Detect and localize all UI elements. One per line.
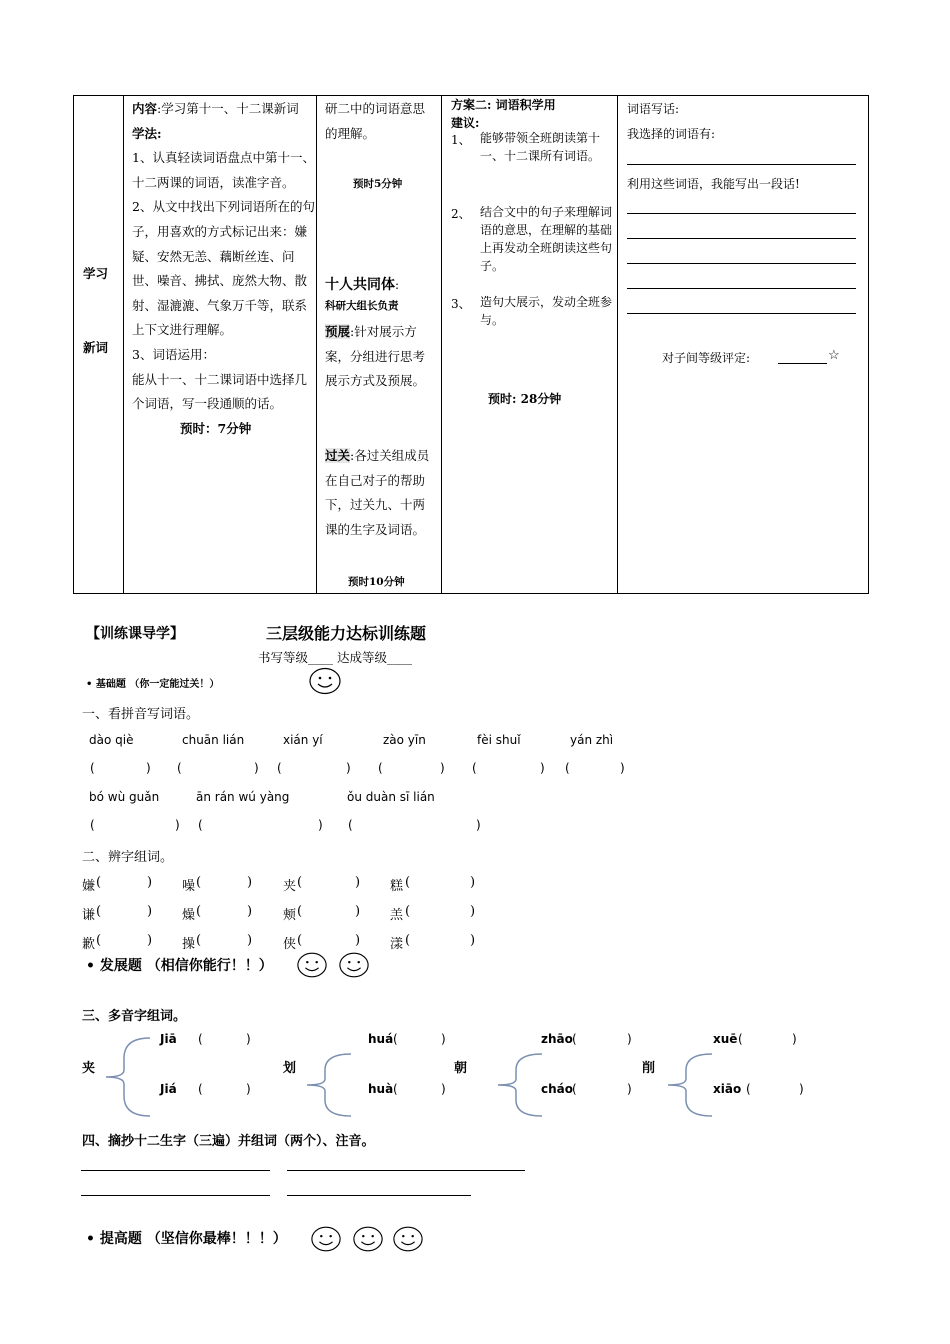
col3-s3: 造句大展示，发动全班参与。 [480,295,613,327]
col2-subhead: 科研大组长负责 [325,300,399,312]
method-item-1: 1、认真轻读词语盘点中第十一、十二两课的词语，读准字音。 [132,150,315,190]
question-2: 二、辨字组词。 [82,850,174,865]
pinyin: xián yí [283,733,323,747]
col4-choose: 我选择的词语有: [627,127,716,141]
col3-n1: 1、 [451,133,471,147]
row-label-2: 新词 [83,340,109,355]
content-text: :学习第十一、十二课新词 [157,101,299,116]
pinyin: dào qiè [89,733,134,747]
method-item-3: 能从十一、十二课词语中选择几个词语，写一段通顺的话。 [132,371,308,412]
col3-plan: 方案二: 词语积学用 [451,98,556,112]
brace-icon [664,1052,716,1118]
col3-s2: 结合文中的句子来理解词语的意思，在理解的基础上再发动全班朗读这些句子。 [480,205,613,273]
write-line[interactable] [627,313,856,314]
col2-time1: 预时5分钟 [353,178,403,190]
write-line[interactable] [81,1170,270,1171]
col3-n3: 3、 [451,297,471,311]
pinyin: zào yīn [383,733,426,747]
col2-preview: 预展:针对展示方案，分组进行思考展示方式及预展。 [325,324,426,389]
write-line[interactable] [287,1195,471,1196]
col2-time2: 预时10分钟 [348,576,405,588]
col3-n2: 2、 [451,207,471,221]
brace-icon [494,1052,546,1118]
col3-time: 预时: 28分钟 [488,392,562,406]
question-4: 四、摘抄十二生字（三遍）并组词（两个）、注音。 [82,1134,375,1149]
write-line[interactable] [287,1170,525,1171]
smiley-icon [308,666,342,696]
content-label: 内容 [132,101,158,116]
pinyin: ǒu duàn sī lián [347,790,435,804]
method-item-2: 2、从文中找出下列词语所在的句子，用喜欢的方式标记出来：嫌疑、安然无恙、藕断丝连、问世、噪音、拂拭、庞然大物、散射、湿漉漉、气象万千等，联系上下文进行理解。 [132,199,315,338]
write-line[interactable] [627,213,856,214]
star-icon: ☆ [828,348,840,363]
smiley-icon [392,1224,424,1254]
smiley-icon [310,1224,342,1254]
method-item-3-head: 3、词语运用： [132,346,215,362]
write-line[interactable] [627,288,856,289]
develop-heading: • 发展题 （相信你能行！！） [86,958,273,974]
smiley-icon [352,1224,384,1254]
row-label-1: 学习 [83,266,109,281]
col2-pass: 过关:各过关组成员在自己对子的帮助下，过关九、十两课的生字及词语。 [325,448,430,537]
write-line[interactable] [627,263,856,264]
col3-suggest: 建议: [451,116,480,130]
question-1: 一、看拼音写词语。 [82,707,200,722]
training-title: 三层级能力达标训练题 [266,624,427,643]
question-3: 三、多音字组词。 [82,1009,187,1024]
col4-title: 词语写话: [627,102,680,116]
brace-icon [102,1036,154,1118]
rating-blank[interactable] [778,363,827,364]
col1-content [132,97,316,441]
pinyin: fèi shuǐ [477,733,521,747]
basic-heading: • 基础题 （你一定能过关！） [86,679,220,690]
smiley-icon [338,950,370,980]
smiley-icon [296,950,328,980]
col2-text-top: 研二中的词语意思的理解。 [325,101,426,141]
col2-heading: 十人共同体: [325,277,400,293]
method-label: 学法: [132,125,162,141]
write-line[interactable] [627,164,856,165]
col4-rating: 对子间等级评定: [662,351,751,365]
pinyin: yán zhì [570,733,614,747]
brace-icon [303,1052,355,1118]
col4-write: 利用这些词语，我能写出一段话! [627,177,800,191]
grade-line: 书写等级____ 达成等级____ [258,650,412,665]
write-line[interactable] [81,1195,270,1196]
col3-s1: 能够带领全班朗读第十一、十二课所有词语。 [480,131,601,163]
section-label: 【训练课导学】 [86,626,184,642]
pinyin: ān rán wú yàng [196,790,290,804]
pinyin: bó wù guǎn [89,790,160,804]
col1-time: 预时：7分钟 [180,420,252,436]
pinyin: chuān lián [182,733,245,747]
advanced-heading: • 提高题 （坚信你最棒！！！） [86,1231,287,1247]
write-line[interactable] [627,238,856,239]
